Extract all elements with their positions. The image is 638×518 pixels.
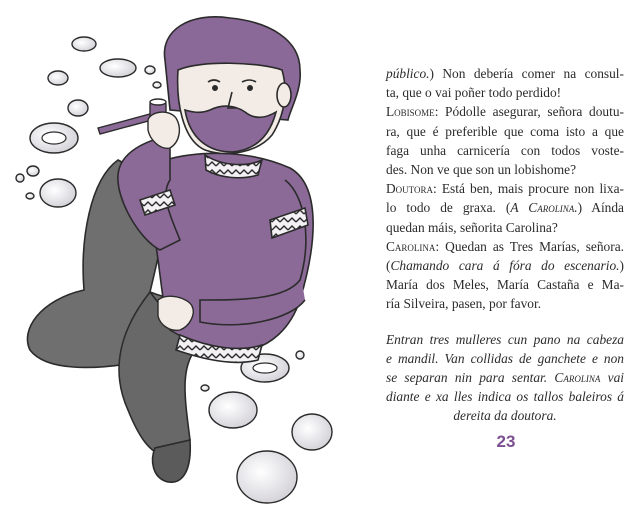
dialogue-text: María dos Meles, María Castaña e Ma- bbox=[386, 277, 624, 293]
paragraph-carolina bbox=[386, 237, 624, 314]
dialogue-text: : Quedan as Tres Marías, señora. bbox=[435, 238, 624, 254]
dialogue-text: ra, que é preferible que coma isto a que bbox=[386, 123, 624, 139]
dialogue-text: ) bbox=[619, 258, 624, 274]
stage-direction-text: vai bbox=[607, 370, 624, 386]
dialogue-text: ) Aínda bbox=[577, 200, 624, 216]
head bbox=[164, 17, 300, 154]
paragraph-doctor-continued bbox=[386, 64, 624, 102]
text-column bbox=[386, 64, 624, 426]
speaker-name: Doutora bbox=[386, 181, 434, 197]
stage-direction-text: e mandil. Van collidas de ganchete e non bbox=[386, 350, 624, 366]
speaker-name: Carolina bbox=[386, 238, 436, 254]
dialogue-text: : Pódolle asegurar, señora doutu- bbox=[434, 104, 624, 120]
dialogue-text: lo todo de graxa. ( bbox=[386, 200, 511, 216]
stage-direction-text: se separan nin para sentar. bbox=[386, 370, 548, 386]
dialogue-text: ta, que o vai poñer todo perdido! bbox=[386, 85, 562, 101]
stage-direction-inline: público. bbox=[386, 66, 430, 81]
dialogue-text: quedan máis, señorita Carolina? bbox=[386, 219, 558, 235]
page-number: 23 bbox=[496, 432, 516, 451]
dialogue-text: ) Non debería comer na consul- bbox=[429, 66, 624, 81]
paragraph-lobisome bbox=[386, 102, 624, 179]
resting-hand bbox=[158, 296, 193, 330]
stage-direction-block bbox=[386, 330, 624, 426]
stage-direction-text: diante e xa lles indica os tallos baleiros á bbox=[386, 389, 624, 405]
dialogue-text: : Está ben, mais procure non lixa- bbox=[433, 181, 624, 197]
dialogue-text: faga unha carnicería con todos voste- bbox=[386, 142, 624, 158]
speaker-name: Carolina bbox=[554, 370, 601, 386]
dialogue-text: ( bbox=[386, 258, 391, 274]
stage-direction-inline: Chamando cara á fóra do escenario. bbox=[390, 258, 620, 274]
dialogue-text: des. Non ve que son un lobishome? bbox=[386, 162, 577, 178]
stage-direction-text: Entran tres mulleres cun pano na cabeza bbox=[386, 331, 624, 347]
stage-direction-text: dereita da doutora. bbox=[453, 408, 557, 424]
speaker-name: Lobisome bbox=[386, 104, 435, 120]
paragraph-doutora bbox=[386, 179, 624, 237]
stage-direction-inline: A Carolina. bbox=[510, 200, 578, 216]
dialogue-text: ría Silveira, pasen, por favor. bbox=[386, 296, 542, 312]
